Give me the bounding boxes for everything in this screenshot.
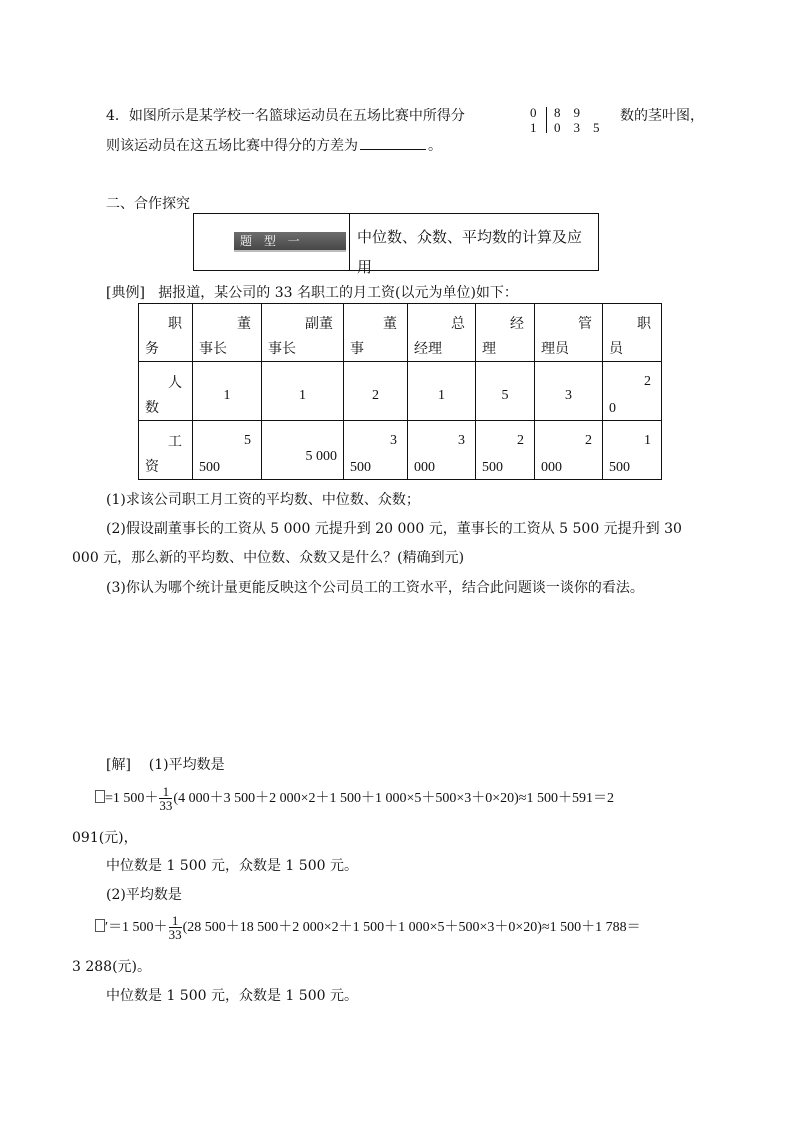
wage-cell: 3 000 [408,421,476,480]
q4-line1: 4．如图所示是某学校一名篮球运动员在五场比赛中所得分 [106,108,465,124]
section-heading: 二、合作探究 [106,196,190,212]
row-label: 工 资 [139,421,193,480]
wage-row [139,421,662,480]
header-cell: 职 务 [139,304,193,362]
stem-leaf-divider [546,107,547,133]
solution-p1-title: (1)平均数是 [148,757,225,773]
header-row [139,304,662,362]
q4-line2 [106,135,442,156]
wage-cell: 3 500 [344,421,408,480]
question-3: (3)你认为哪个统计量更能反映这个公司员工的工资水平，结合此问题谈一谈你的看法。 [106,580,644,596]
header-cell: 董 事长 [193,304,262,362]
q4-line2-prefix: 则该运动员在这五场比赛中得分的方差为 [106,138,358,154]
fraction: $\frac{1}{33}$ [168,912,182,942]
stem-1: 1 [530,120,537,135]
wage-cell: 5 500 [193,421,262,480]
solution-label: [解] [106,757,131,773]
fraction: $\frac{1}{33}$ [159,783,173,813]
stem-0: 0 [530,105,537,120]
question-1: (1)求该公司职工月工资的平均数、中位数、众数； [106,492,420,508]
mean-symbol-icon [95,790,105,803]
header-cell: 副董 事长 [262,304,344,362]
topic-badge: 题 型 一 [234,232,346,250]
q4-line1-suffix: 数的茎叶图， [620,108,704,124]
header-cell: 经 理 [476,304,535,362]
wage-cell: 2 000 [535,421,603,480]
header-cell: 职 员 [603,304,662,362]
mean-symbol-icon [95,919,105,932]
solution-p2-median: 中位数是 1 500 元，众数是 1 500 元。 [106,988,358,1004]
leaves-0: 8 9 [554,105,581,120]
wage-cell: 1 500 [603,421,662,480]
question-2-line1: (2)假设副董事长的工资从 5 000 元提升到 20 000 元，董事长的工资从 5 500 元提升到 30 [106,521,682,537]
count-cell: 2 [344,362,408,421]
header-cell: 总 经理 [408,304,476,362]
solution-p2-equation: ′＝1 500＋ $\frac{1}{33}$ (28 500＋18 500＋2 000×2＋1 500＋1 000×5＋500×3＋0×20)≈1 500＋1 788＝ [95,912,641,943]
count-cell: 3 [535,362,603,421]
row-label: 人 数 [139,362,193,421]
topic-title: 中位数、众数、平均数的计算及应用 [357,228,583,276]
leaves-1: 0 3 5 [554,120,600,135]
wage-cell: 5 000 [262,421,344,480]
solution-heading [106,755,225,775]
answer-blank [360,135,426,150]
solution-p2-title: (2)平均数是 [106,887,182,903]
count-cell: 1 [262,362,344,421]
topic-divider [349,213,350,271]
solution-p1-cont: 091(元)， [72,830,138,846]
count-cell: 5 [476,362,535,421]
example-text: 据报道，某公司的 33 名职工的月工资(以元为单位)如下： [158,285,518,301]
example-intro [106,283,518,303]
header-cell: 董 事 [344,304,408,362]
count-cell: 1 [193,362,262,421]
solution-p1-equation: =1 500＋ $\frac{1}{33}$ (4 000＋3 500＋2 000×2＋1 500＋1 000×5＋500×3＋0×20)≈1 500＋591＝2 [95,783,614,814]
q4-line2-suffix: 。 [428,138,442,154]
header-cell: 管 理员 [535,304,603,362]
solution-p1-median: 中位数是 1 500 元，众数是 1 500 元。 [106,858,358,874]
count-row [139,362,662,421]
question-2-line2: 000 元，那么新的平均数、中位数、众数又是什么？(精确到元) [72,550,465,566]
count-cell: 1 [408,362,476,421]
wage-cell: 2 500 [476,421,535,480]
solution-p2-cont: 3 288(元)。 [72,959,152,975]
example-label: [典例] [106,285,145,301]
wage-table [138,303,662,480]
count-cell: 2 0 [603,362,662,421]
